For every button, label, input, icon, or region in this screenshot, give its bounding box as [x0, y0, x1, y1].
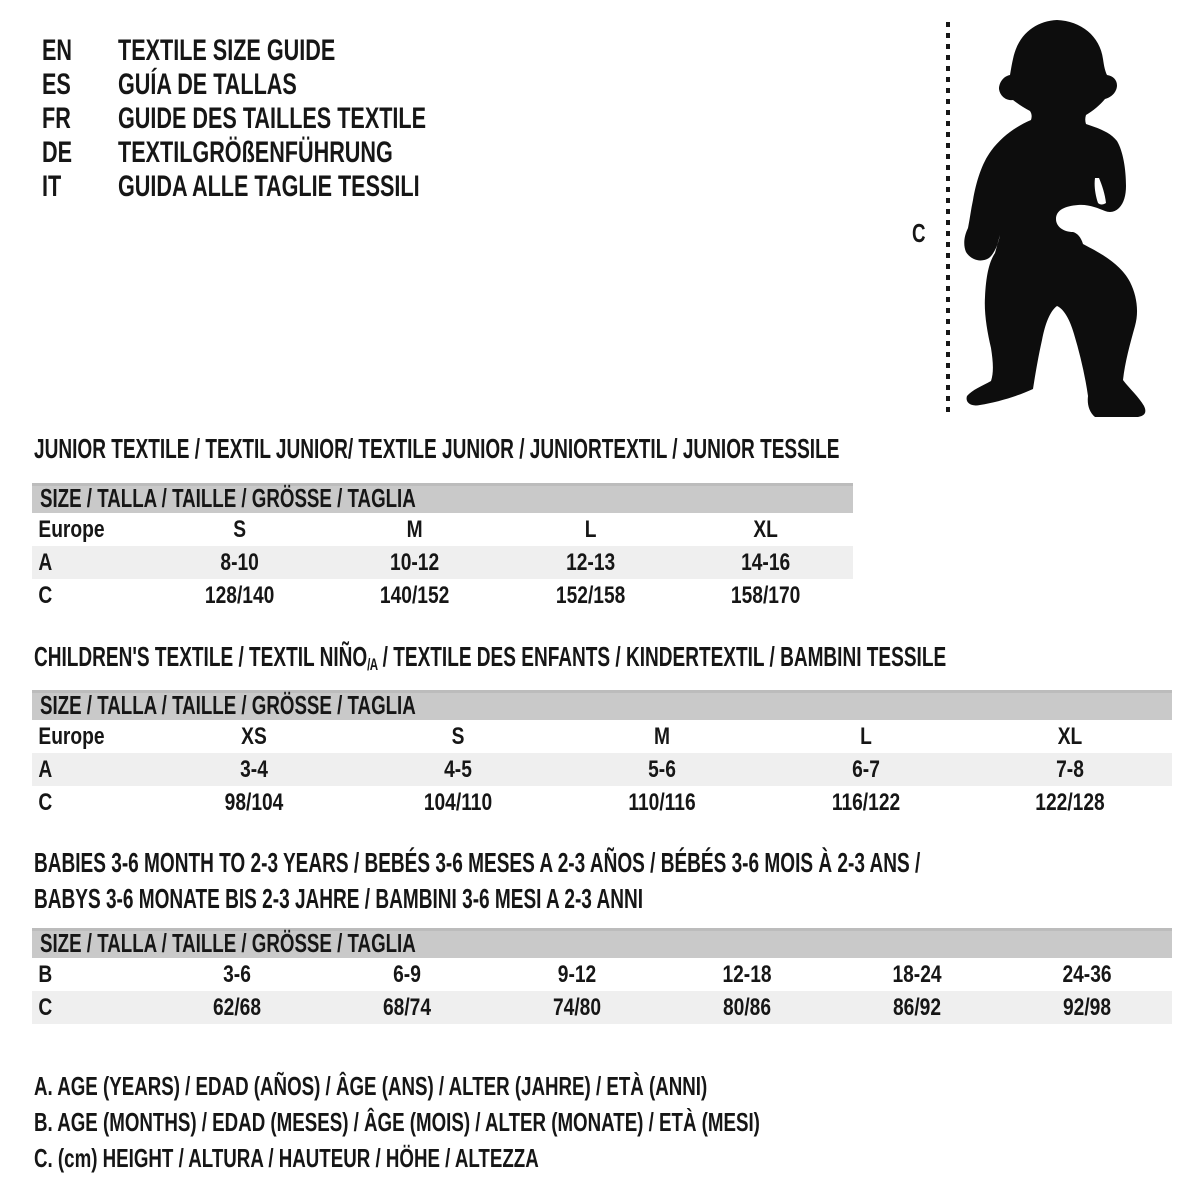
table-cell: 140/152 [380, 581, 450, 609]
table-cell: 80/86 [722, 993, 772, 1021]
babies-size-table [32, 928, 1172, 1024]
table-cell: 92/98 [1062, 993, 1112, 1021]
table-cell: 128/140 [204, 581, 275, 609]
table-cell: 158/170 [730, 581, 801, 609]
babies-title-line2-text: BABYS 3-6 MONATE BIS 2-3 JAHRE / BAMBINI 3-6 MESI A 2-3 ANNI [34, 883, 644, 914]
table-cell: S [233, 515, 247, 543]
table-row [32, 513, 853, 546]
table-row [32, 958, 1172, 991]
babies-title-line1-text: BABIES 3-6 MONTH TO 2-3 YEARS / BEBÉS 3-6 MESES A 2-3 AÑOS / BÉBÉS 3-6 MOIS À 2-3 ANS / [34, 847, 921, 878]
table-cell: XL [1057, 722, 1083, 750]
table-cell: XS [241, 722, 267, 750]
table-cell: 110/116 [628, 788, 696, 816]
lang-code: DE [42, 136, 73, 169]
lang-code: EN [42, 34, 73, 67]
table-cell: 6-7 [852, 755, 880, 783]
table-cell: L [584, 515, 596, 543]
table-row [32, 753, 1172, 786]
size-header-label: SIZE / TALLA / TAILLE / GRÖSSE / TAGLIA [40, 689, 416, 720]
toddler-silhouette-image [958, 14, 1153, 424]
junior-size-table [32, 483, 853, 612]
table-cell: 3-4 [240, 755, 268, 783]
lang-row-en [42, 34, 546, 68]
lang-code: IT [42, 170, 62, 203]
table-cell: 8-10 [220, 548, 259, 576]
legend-line-a-text: A. AGE (YEARS) / EDAD (AÑOS) / ÂGE (ANS) / ALTER (JAHRE) / ETÀ (ANNI) [34, 1070, 708, 1101]
row-label: B [38, 960, 53, 988]
junior-title-text: JUNIOR TEXTILE / TEXTIL JUNIOR/ TEXTILE JUNIOR / JUNIORTEXTIL / JUNIOR TESSILE [34, 433, 840, 464]
size-header-label: SIZE / TALLA / TAILLE / GRÖSSE / TAGLIA [40, 927, 416, 958]
table-row [32, 579, 853, 612]
legend-line-a [34, 1068, 1042, 1104]
table-cell: 6-9 [393, 960, 421, 988]
table-cell: 12-18 [722, 960, 772, 988]
children-title-suffix: / TEXTILE DES ENFANTS / KINDERTEXTIL / BAMBINI TESSILE [377, 641, 947, 672]
lang-row-fr [42, 102, 546, 136]
table-cell: 68/74 [382, 993, 432, 1021]
children-size-table [32, 690, 1172, 819]
children-title-prefix: CHILDREN'S TEXTILE / TEXTIL NIÑO [34, 641, 368, 672]
lang-title: TEXTILGRÖßENFÜHRUNG [118, 136, 393, 169]
lang-title: GUIDE DES TAILLES TEXTILE [118, 102, 427, 135]
table-cell: 104/110 [423, 788, 493, 816]
language-header [42, 34, 546, 204]
table-row [32, 991, 1172, 1024]
size-header-bar [32, 928, 1172, 958]
lang-code: FR [42, 102, 71, 135]
babies-section-title-line1 [34, 848, 1200, 878]
row-label: Europe [38, 722, 105, 750]
legend [34, 1068, 1042, 1176]
legend-line-b-text: B. AGE (MONTHS) / EDAD (MESES) / ÂGE (MOIS) / ALTER (MONATE) / ETÀ (MESI) [34, 1106, 760, 1137]
children-title-text [34, 642, 946, 680]
lang-row-es [42, 68, 546, 102]
table-cell: 18-24 [892, 960, 942, 988]
size-header-label: SIZE / TALLA / TAILLE / GRÖSSE / TAGLIA [40, 482, 416, 513]
row-label: Europe [38, 515, 105, 543]
legend-line-b [34, 1104, 1042, 1140]
lang-row-de [42, 136, 546, 170]
table-cell: 62/68 [212, 993, 262, 1021]
table-row [32, 546, 853, 579]
table-cell: 10-12 [390, 548, 440, 576]
row-label: C [38, 581, 53, 609]
table-cell: 14-16 [740, 548, 790, 576]
table-cell: 116/122 [831, 788, 901, 816]
table-cell: 12-13 [565, 548, 615, 576]
size-header-bar [32, 690, 1172, 720]
junior-section-title [34, 434, 1200, 464]
children-title-subscript: /A [367, 655, 378, 674]
legend-line-c [34, 1140, 1042, 1176]
row-label: C [38, 993, 53, 1021]
lang-row-it [42, 170, 546, 204]
table-cell: 152/158 [555, 581, 625, 609]
lang-title: GUÍA DE TALLAS [118, 68, 297, 101]
babies-section-title-line2 [34, 884, 930, 914]
row-label: A [38, 548, 53, 576]
table-cell: M [654, 722, 670, 750]
table-cell: 5-6 [648, 755, 676, 783]
lang-title: TEXTILE SIZE GUIDE [118, 34, 336, 67]
height-measure-dotted-line [946, 22, 950, 416]
table-row [32, 786, 1172, 819]
table-cell: M [406, 515, 423, 543]
table-cell: 122/128 [1035, 788, 1105, 816]
table-cell: 4-5 [444, 755, 472, 783]
table-cell: 86/92 [892, 993, 942, 1021]
row-label: A [38, 755, 53, 783]
lang-code: ES [42, 68, 71, 101]
legend-line-c-text: C. (cm) HEIGHT / ALTURA / HAUTEUR / HÖHE / ALTEZZA [34, 1142, 539, 1173]
row-label: C [38, 788, 53, 816]
lang-title: GUIDA ALLE TAGLIE TESSILI [118, 170, 420, 203]
table-cell: L [860, 722, 872, 750]
table-cell: XL [753, 515, 778, 543]
table-cell: 74/80 [552, 993, 602, 1021]
table-cell: 3-6 [223, 960, 251, 988]
table-cell: S [451, 722, 465, 750]
table-row [32, 720, 1172, 753]
table-cell: 98/104 [224, 788, 284, 816]
table-cell: 24-36 [1062, 960, 1112, 988]
table-cell: 9-12 [557, 960, 597, 988]
children-section-title [34, 642, 1200, 680]
measure-label-c: C [912, 218, 926, 248]
size-header-bar [32, 483, 853, 513]
table-cell: 7-8 [1056, 755, 1084, 783]
